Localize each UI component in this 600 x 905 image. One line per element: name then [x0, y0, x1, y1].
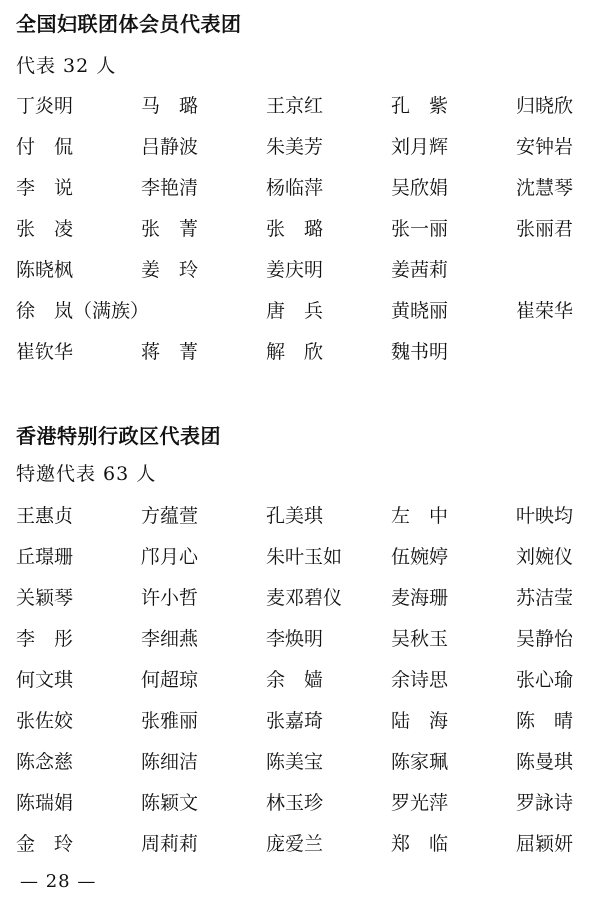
name-row: [16, 175, 596, 216]
delegate-name: 叶映均: [516, 505, 574, 527]
delegate-name: 李 彤: [16, 628, 74, 650]
delegate-name: 左 中: [391, 505, 449, 527]
delegate-name: 林玉珍: [266, 792, 324, 814]
section-title-womens-federation: 全国妇联团体会员代表团: [16, 12, 242, 36]
page-number: — 28 —: [20, 871, 97, 892]
delegate-name: 陆 海: [391, 710, 449, 732]
name-row: [16, 667, 596, 708]
delegate-name: 金 玲: [16, 833, 74, 855]
delegate-name: 屈颖妍: [516, 833, 574, 855]
delegate-name: 李细燕: [141, 628, 199, 650]
delegate-name: 陈颖文: [141, 792, 199, 814]
name-row: [16, 134, 596, 175]
delegate-name: 朱美芳: [266, 136, 324, 158]
delegate-name: 张雅丽: [141, 710, 199, 732]
delegate-name: 刘月辉: [391, 136, 449, 158]
delegate-name: 马 璐: [141, 95, 199, 117]
delegate-name: 关颖琴: [16, 587, 74, 609]
name-row: [16, 790, 596, 831]
name-row: [16, 339, 596, 380]
delegate-name: 张 菁: [141, 218, 199, 240]
delegate-name: 姜庆明: [266, 259, 324, 281]
delegate-name: 李艳清: [141, 177, 199, 199]
delegate-name: 陈瑞娟: [16, 792, 74, 814]
delegate-name: 解 欣: [266, 341, 324, 363]
delegate-name: 张佐姣: [16, 710, 74, 732]
delegate-name: 朱叶玉如: [266, 546, 343, 568]
delegate-name: 刘婉仪: [516, 546, 574, 568]
delegate-name: 麦邓碧仪: [266, 587, 343, 609]
delegate-name: 王惠贞: [16, 505, 74, 527]
section-subtitle-womens-federation: 代表 32 人: [16, 55, 117, 77]
delegate-name: 付 侃: [16, 136, 74, 158]
delegate-name: 姜 玲: [141, 259, 199, 281]
delegate-name: 伍婉婷: [391, 546, 449, 568]
delegate-name: 黄晓丽: [391, 300, 449, 322]
section-title-hong-kong: 香港特别行政区代表团: [16, 424, 221, 448]
delegate-name: 崔钦华: [16, 341, 74, 363]
name-row: [16, 749, 596, 790]
delegate-name: 陈曼琪: [516, 751, 574, 773]
delegate-name: 罗光萍: [391, 792, 449, 814]
name-row: [16, 708, 596, 749]
delegate-name: 庞爱兰: [266, 833, 324, 855]
delegate-name: 李焕明: [266, 628, 324, 650]
delegate-name: 余诗思: [391, 669, 449, 691]
name-list-womens-federation: [16, 93, 596, 380]
delegate-name: 姜茜莉: [391, 259, 449, 281]
delegate-name: 吴静怡: [516, 628, 574, 650]
delegate-name: 张心瑜: [516, 669, 574, 691]
section-subtitle-hong-kong: 特邀代表 63 人: [16, 463, 157, 485]
delegate-name: 唐 兵: [266, 300, 324, 322]
delegate-name: 许小哲: [141, 587, 199, 609]
delegate-name: 丘璟珊: [16, 546, 74, 568]
name-list-hong-kong: [16, 503, 596, 872]
delegate-name: 陈美宝: [266, 751, 324, 773]
delegate-name: 魏书明: [391, 341, 449, 363]
delegate-name: 吴秋玉: [391, 628, 449, 650]
delegate-name: 麦海珊: [391, 587, 449, 609]
name-row: [16, 298, 596, 339]
delegate-name: 周莉莉: [141, 833, 199, 855]
delegate-name: 郑 临: [391, 833, 449, 855]
name-row: [16, 257, 596, 298]
name-row: [16, 216, 596, 257]
delegate-name: 陈念慈: [16, 751, 74, 773]
delegate-name: 张 璐: [266, 218, 324, 240]
delegate-name: 方蕴萱: [141, 505, 199, 527]
delegate-name: 孔 紫: [391, 95, 449, 117]
delegate-name: 归晓欣: [516, 95, 574, 117]
name-row: [16, 831, 596, 872]
delegate-name: 邝月心: [141, 546, 199, 568]
delegate-name: 安钟岩: [516, 136, 574, 158]
name-row: [16, 503, 596, 544]
delegate-name: 张一丽: [391, 218, 449, 240]
delegate-name: 张 凌: [16, 218, 74, 240]
delegate-name: 余 嫱: [266, 669, 324, 691]
delegate-name: 吕静波: [141, 136, 199, 158]
delegate-name: 徐 岚（满族）: [16, 300, 150, 322]
delegate-name: 陈家珮: [391, 751, 449, 773]
delegate-name: 崔荣华: [516, 300, 574, 322]
name-row: [16, 544, 596, 585]
delegate-name: 王京红: [266, 95, 324, 117]
name-row: [16, 626, 596, 667]
delegate-name: 罗詠诗: [516, 792, 574, 814]
delegate-name: 沈慧琴: [516, 177, 574, 199]
delegate-name: 张嘉琦: [266, 710, 324, 732]
delegate-name: 丁炎明: [16, 95, 74, 117]
delegate-name: 孔美琪: [266, 505, 324, 527]
delegate-name: 何文琪: [16, 669, 74, 691]
name-row: [16, 585, 596, 626]
delegate-name: 陈细洁: [141, 751, 199, 773]
delegate-name: 苏洁莹: [516, 587, 574, 609]
name-row: [16, 93, 596, 134]
delegate-name: 吴欣娟: [391, 177, 449, 199]
delegate-name: 张丽君: [516, 218, 574, 240]
delegate-name: 蒋 菁: [141, 341, 199, 363]
delegate-name: 杨临萍: [266, 177, 324, 199]
delegate-name: 陈 晴: [516, 710, 574, 732]
delegate-name: 李 说: [16, 177, 74, 199]
delegate-name: 何超琼: [141, 669, 199, 691]
delegate-name: 陈晓枫: [16, 259, 74, 281]
